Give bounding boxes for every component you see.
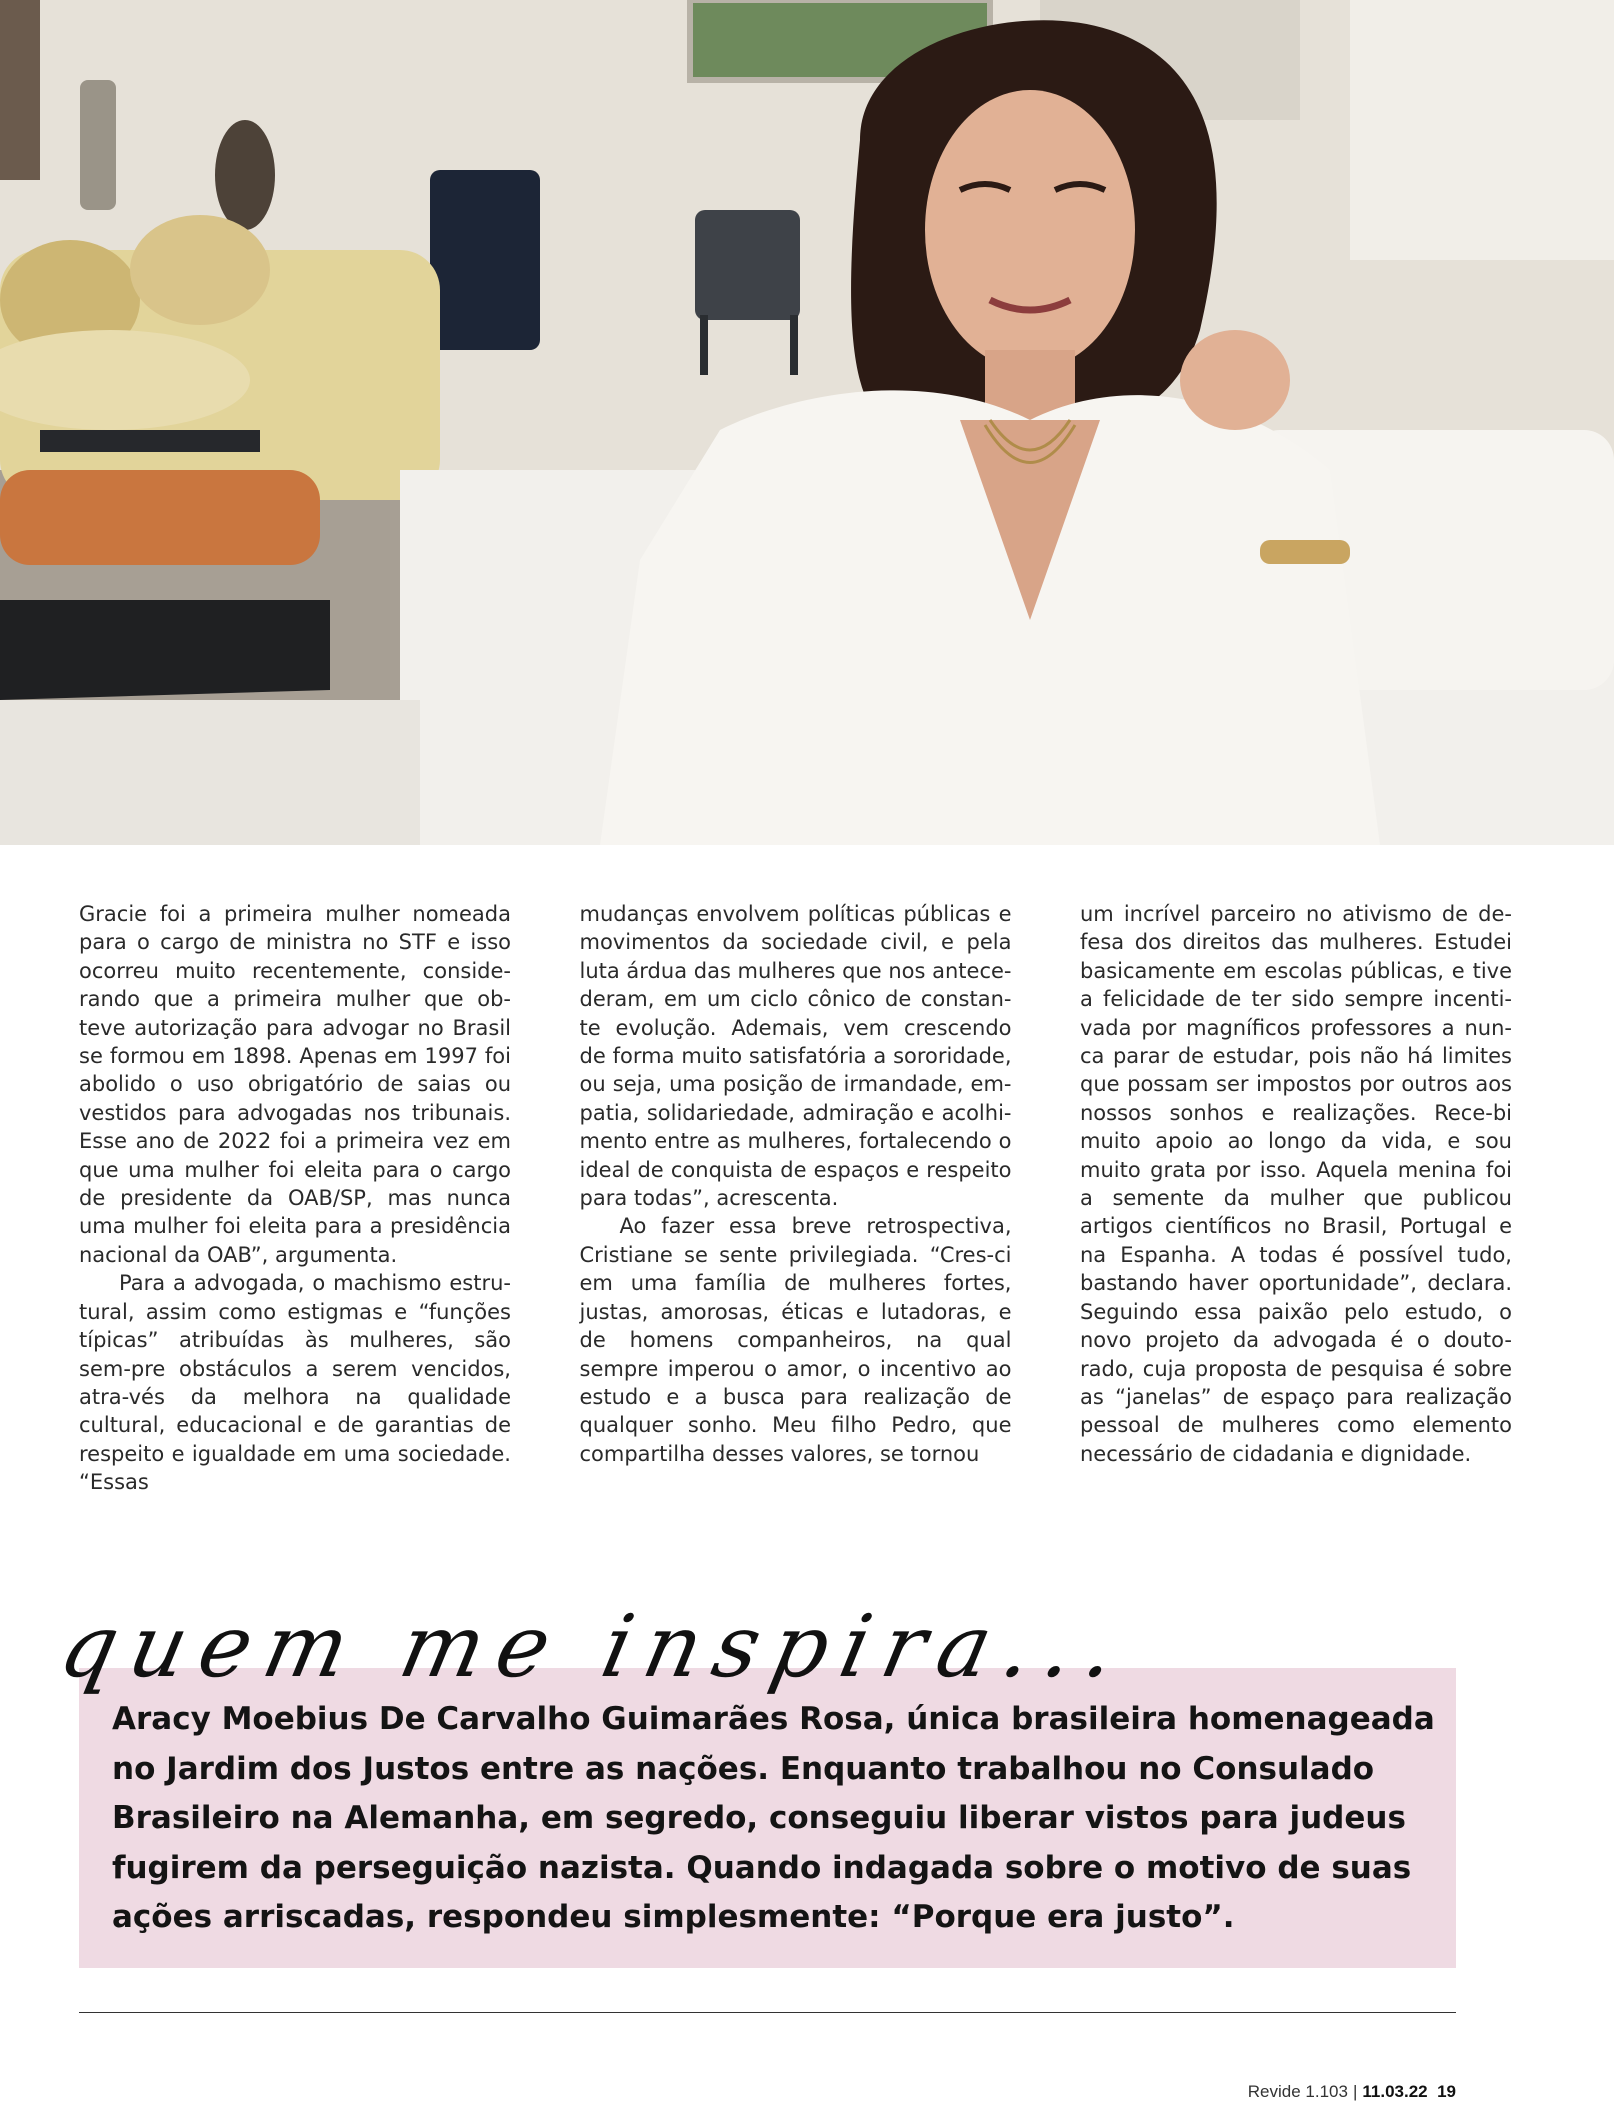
footer-divider: [79, 2012, 1456, 2013]
paragraph: Ao fazer essa breve retrospectiva, Cristiane se sente privilegiada. “Cres-ci em uma família de mulheres fortes, justas, amorosas, éticas e lutadoras, e de homens companheiros, na qual sempre imperou o amor, o incentivo ao estudo e a busca para realização de qualquer sonho. Meu filho Pedro, que compartilha desses valores, se tornou: [579, 1214, 1012, 1466]
issue-date: 11.03.22: [1362, 2082, 1428, 2101]
column-2: [580, 900, 1012, 1497]
paragraph: Gracie foi a primeira mulher nomeada para o cargo de ministra no STF e isso ocorreu muito recentemente, conside-rando que a primeira mulher que ob-teve autorização para advogar no Brasil se formou em 1898. Apenas em 1997 foi abolido o uso obrigatório de saias ou vestidos para advogadas nos tribunais. Esse ano de 2022 foi a primeira vez em que uma mulher foi eleita para o cargo de presidente da OAB/SP, mas nunca uma mulher foi eleita para a presidência nacional da OAB”, argumenta.: [79, 902, 511, 1267]
hero-photo: [0, 0, 1614, 845]
paragraph: mudanças envolvem políticas públicas e movimentos da sociedade civil, e pela luta árdua das mulheres que nos antece-deram, em um ciclo cônico de constan-te evolução. Ademais, vem crescendo de forma muito satisfatória a sororidade, ou seja, uma posição de irmandade, em-patia, solidariedade, admiração e acolhi-mento entre as mulheres, fortalecendo o ideal de conquista de espaços e respeito para todas”, acrescenta.: [579, 902, 1012, 1211]
inspiration-title: quem me inspira...: [51, 1597, 1139, 1697]
page-number: 19: [1437, 2082, 1456, 2101]
paragraph: Para a advogada, o machismo estru-tural, assim como estigmas e “funções típicas” atribuídas às mulheres, são sem-pre obstáculos a serem vencidos, atra-vés da melhora na qualidade cultural, educacional e de garantias de respeito e igualdade em uma sociedade. “Essas: [79, 1271, 511, 1495]
paragraph: um incrível parceiro no ativismo de de-fesa dos direitos das mulheres. Estudei basicamente em escolas públicas, e tive a felicidade de ter sido sempre incenti-vada por magníficos professores a nun-ca parar de estudar, pois não há limites que possam ser impostos por outros aos nossos sonhos e realizações. Rece-bi muito apoio ao longo da vida, e sou muito grata por isso. Aquela menina foi a semente da mulher que publicou artigos científicos no Brasil, Portugal e na Espanha. A todas é possível tudo, bastando haver oportunidade”, declara. Seguindo essa paixão pelo estudo, o novo projeto da advogada é o douto-rado, cuja proposta de pesquisa é sobre as “janelas” de espaço para realização pessoal de mulheres como elemento necessário de cidadania e dignidade.: [1080, 902, 1512, 1466]
article-body: [79, 900, 1512, 1497]
footer-separator: |: [1352, 2082, 1358, 2101]
column-3: [1080, 900, 1512, 1497]
page-footer: [1248, 2082, 1456, 2102]
column-1: [79, 900, 511, 1497]
portrait-photo-icon: [0, 0, 1614, 845]
inspiration-text: Aracy Moebius De Carvalho Guimarães Rosa, única brasileira homenageada no Jardim dos Justos entre as nações. Enquanto trabalhou no Consulado Brasileiro na Alemanha, em segredo, conseguiu liberar vistos para judeus fugirem da perseguição nazista. Quando indagada sobre o motivo de suas ações arriscadas, respondeu simplesmente: “Porque era justo”.: [112, 1701, 1435, 1935]
magazine-issue: Revide 1.103: [1247, 2082, 1348, 2101]
